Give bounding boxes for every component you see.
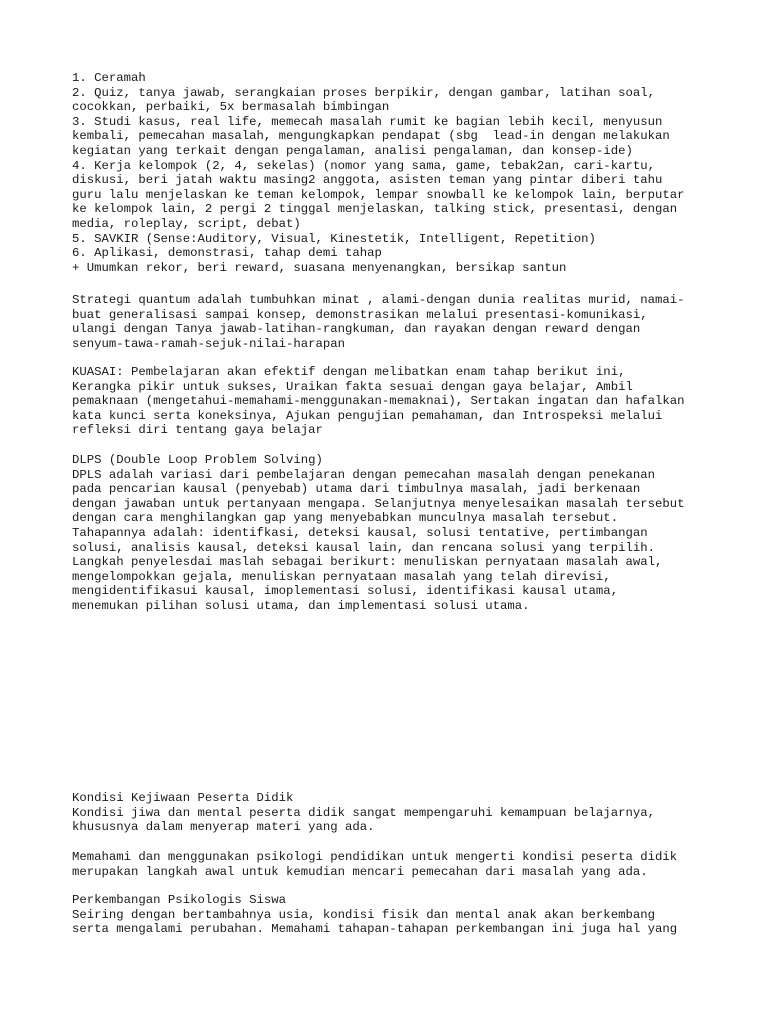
perkembangan-psikologis-section: Perkembangan Psikologis Siswa Seiring dengan bertambahnya usia, kondisi fisik dan mental anak akan berkembang serta mengalami perubahan. Memahami tahapan-tahapan perkembangan ini juga hal yang <box>72 893 678 937</box>
learning-methods-list: 1. Ceramah 2. Quiz, tanya jawab, serangkaian proses berpikir, dengan gambar, latihan soal, cocokkan, perbaiki, 5x bermasalah bimbingan 3. Studi kasus, real life, memecah masalah rumit ke bagian lebih kecil, menyusun kembali, pemecahan masalah, mengungkapkan pendapat (sbg lead-in dengan melakukan kegiatan yang terkait dengan pengalaman, analisi pengalaman, dan konsep-ide) 4. Kerja kelompok (2, 4, sekelas) (nomor yang sama, game, tebak2an, cari-kartu, diskusi, beri jatah waktu masing2 anggota, asisten teman yang pintar diberi tahu guru lalu menjelaskan ke teman kelompok, lempar snowball ke kelompok lain, berputar ke kelompok lain, 2 pergi 2 tinggal menjelaskan, talking stick, presentasi, dengan media, roleplay, script, debat) 5. SAVKIR (Sense:Auditory, Visual, Kinestetik, Intelligent, Repetition) 6. Aplikasi, demonstrasi, tahap demi tahap + Umumkan rekor, beri reward, suasana menyenangkan, bersikap santun <box>72 71 685 275</box>
psikologi-pendidikan-paragraph: Memahami dan menggunakan psikologi pendidikan untuk mengerti kondisi peserta didik merupakan langkah awal untuk kemudian mencari pemecahan dari masalah yang ada. <box>72 850 678 879</box>
kuasai-paragraph: KUASAI: Pembelajaran akan efektif dengan melibatkan enam tahap berikut ini, Kerangka pikir untuk sukses, Uraikan fakta sesuai dengan gaya belajar, Ambil pemaknaan (mengetahui-memahami-menggunakan-memaknai), Sertakan ingatan dan hafalkan kata kunci serta koneksinya, Ajukan pengujian pemahaman, dan Introspeksi melalui refleksi diri tentang gaya belajar <box>72 365 685 438</box>
kondisi-kejiwaan-section: Kondisi Kejiwaan Peserta Didik Kondisi jiwa dan mental peserta didik sangat mempengaruhi kemampuan belajarnya, khususnya dalam menyerap materi yang ada. <box>72 791 655 835</box>
dlps-section: DLPS (Double Loop Problem Solving) DPLS adalah variasi dari pembelajaran dengan pemecahan masalah dengan penekanan pada pencarian kausal (penyebab) utama dari timbulnya masalah, jadi berkenaan dengan jawaban untuk pertanyaan mengapa. Selanjutnya menyelesaikan masalah tersebut dengan cara menghilangkan gap yang menyebabkan munculnya masalah tersebut. Tahapannya adalah: identifkasi, deteksi kausal, solusi tentative, pertimbangan solusi, analisis kausal, deteksi kausal lain, dan rencana solusi yang terpilih. Langkah penyelesdai maslah sebagai berikurt: menuliskan pernyataan masalah awal, mengelompokkan gejala, menuliskan pernyataan masalah yang telah direvisi, mengidentifikasui kausal, imoplementasi solusi, identifikasi kausal utama, menemukan pilihan solusi utama, dan implementasi solusi utama. <box>72 453 685 613</box>
quantum-strategy-paragraph: Strategi quantum adalah tumbuhkan minat , alami-dengan dunia realitas murid, namai- buat generalisasi sampai konsep, demonstrasikan melalui presentasi-komunikasi, ulangi dengan Tanya jawab-latihan-rangkuman, dan rayakan dengan reward dengan senyum-tawa-ramah-sejuk-nilai-harapan <box>72 293 685 351</box>
